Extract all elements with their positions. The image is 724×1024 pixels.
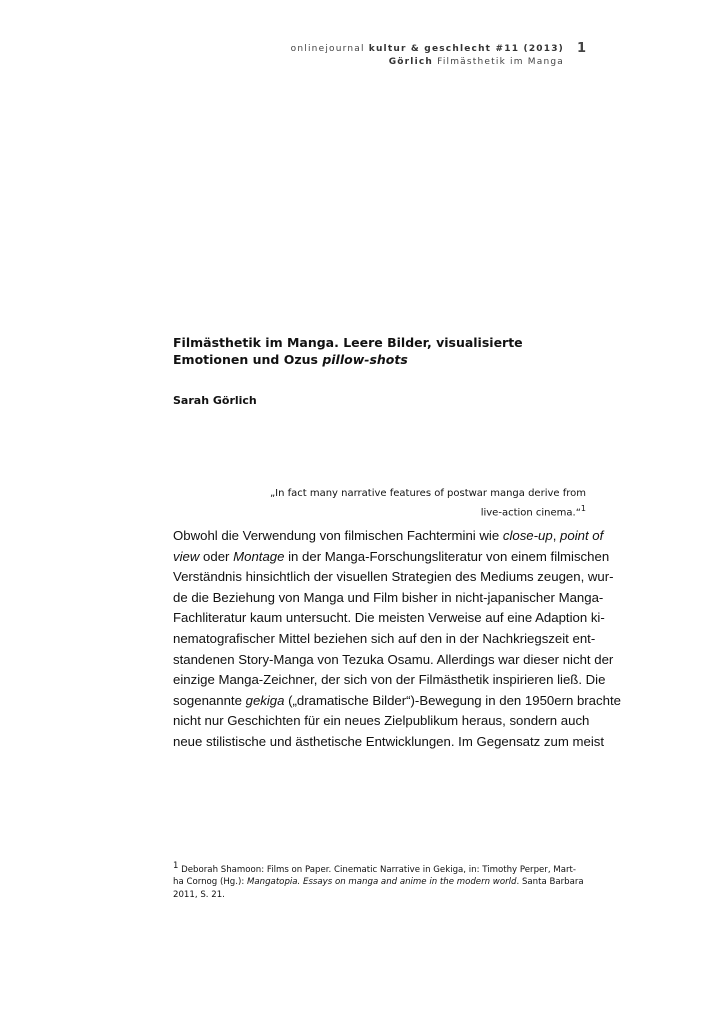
body-italic-term: point of — [560, 528, 604, 543]
body-text-run: sogenannte — [173, 692, 246, 708]
journal-line — [291, 43, 564, 56]
footnote-line-3: 2011, S. 21. — [173, 889, 225, 900]
header-short-title: Filmästhetik im Manga — [433, 57, 564, 67]
body-text-run: („dramatische Bilder“)-Bewegung in den 1950ern brachte — [284, 692, 621, 708]
body-line — [173, 547, 610, 568]
footnote — [173, 860, 587, 901]
epigraph-line-2 — [226, 501, 586, 520]
epigraph-line-1: „In fact many narrative features of postwar manga derive from — [269, 488, 586, 499]
body-line: einzige Manga-Zeichner, der sich von der Filmästhetik inspirieren ließ. Die — [173, 672, 606, 688]
body-italic-term: view — [173, 548, 200, 564]
body-line: nematografischer Mittel beziehen sich auf den in der Nachkriegszeit ent- — [173, 630, 596, 646]
footnote-reference[interactable]: 1 — [580, 504, 586, 513]
article-title — [173, 334, 593, 368]
page-number: 1 — [577, 41, 587, 56]
title-line-2-prefix: Emotionen und Ozus — [173, 352, 323, 367]
body-line: Verständnis hinsichtlich der visuellen Strategien des Mediums zeugen, wur- — [173, 569, 614, 585]
body-line: Fachliteratur kaum untersucht. Die meisten Verweise auf eine Adaption ki- — [173, 610, 605, 626]
body-text-run: in der Manga-Forschungsliteratur von einem filmischen — [284, 548, 610, 564]
footnote-italic-title: Mangatopia. Essays on manga and anime in the modern world — [246, 877, 517, 888]
epigraph-quote — [226, 486, 586, 520]
journal-name: kultur & geschlecht #11 (2013) — [368, 44, 564, 54]
body-line: standenen Story-Manga von Tezuka Osamu. Allerdings war dieser nicht der — [173, 651, 614, 667]
journal-prefix: onlinejournal — [290, 44, 369, 54]
body-line: nicht nur Geschichten für ein neues Zielpublikum heraus, sondern auch — [173, 713, 590, 729]
footnote-text: Deborah Shamoon: Films on Paper. Cinematic Narrative in Gekiga, in: Timothy Perper, Mart- — [178, 864, 576, 875]
body-line — [173, 691, 621, 712]
footnote-number: 1 — [173, 861, 179, 871]
article-line — [291, 56, 564, 69]
body-line — [173, 526, 604, 547]
running-header — [291, 43, 564, 69]
title-line-1: Filmästhetik im Manga. Leere Bilder, visualisierte — [173, 335, 523, 350]
body-italic-term: Montage — [233, 548, 285, 564]
footnote-line-1 — [173, 860, 587, 876]
footnote-text: ha Cornog (Hg.): — [173, 877, 247, 888]
body-italic-term: close-up — [502, 528, 553, 543]
body-line: neue stilistische und ästhetische Entwicklungen. Im Gegensatz zum meist — [173, 733, 605, 749]
body-paragraph — [173, 526, 621, 753]
title-line-2-italic: pillow-shots — [322, 352, 408, 367]
header-author: Görlich — [388, 57, 434, 67]
body-text-run: , — [552, 528, 561, 543]
footnote-text: . Santa Barbara — [516, 877, 584, 888]
author-name: Sarah Görlich — [173, 394, 257, 407]
footnote-line-2 — [173, 876, 587, 889]
epigraph-line-2-text: live-action cinema.“ — [480, 507, 581, 519]
body-line: de die Beziehung von Manga und Film bisher in nicht-japanischer Manga- — [173, 589, 604, 605]
body-text-run: Obwohl die Verwendung von filmischen Fachtermini wie — [173, 528, 503, 543]
body-text-run: oder — [199, 548, 234, 564]
body-italic-term: gekiga — [245, 692, 285, 708]
